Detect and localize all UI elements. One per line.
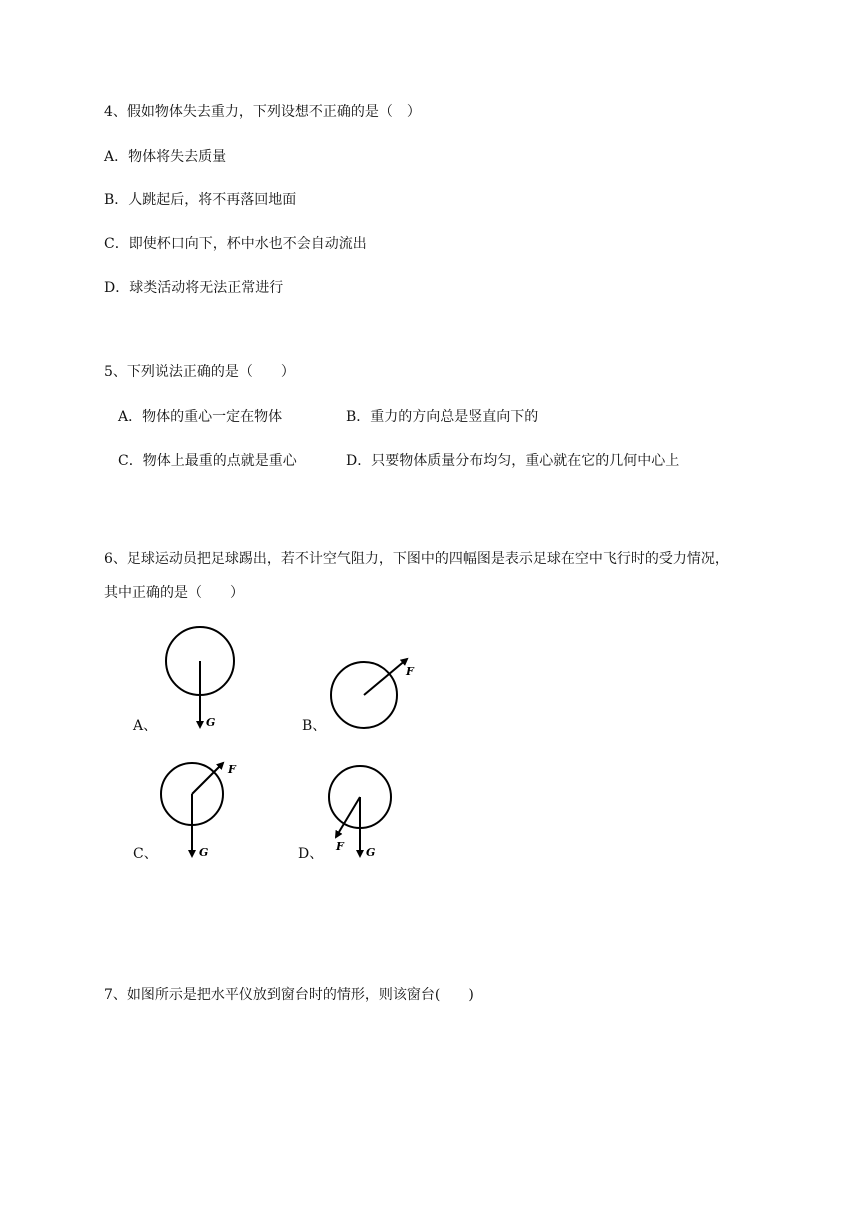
force-label-g: G bbox=[199, 846, 209, 859]
figure-c-diagram bbox=[150, 755, 260, 865]
figure-b-label: B、 bbox=[302, 718, 327, 734]
figure-c-label: C、 bbox=[133, 846, 158, 862]
question-4-option-a: A．物体将失去质量 bbox=[104, 149, 227, 165]
question-5-option-a: A．物体的重心一定在物体 bbox=[118, 409, 283, 425]
force-label-f: F bbox=[336, 840, 344, 853]
force-label-f: F bbox=[228, 763, 236, 776]
question-4-option-c: C．即使杯口向下，杯中水也不会自动流出 bbox=[104, 236, 367, 252]
question-5-option-b: B．重力的方向总是竖直向下的 bbox=[346, 409, 539, 425]
question-6-stem-line-1: 6、足球运动员把足球踢出，若不计空气阻力，下图中的四幅图是表示足球在空中飞行时的受力情况， bbox=[104, 551, 729, 567]
question-4-option-b: B．人跳起后，将不再落回地面 bbox=[104, 192, 297, 208]
question-4-option-d: D．球类活动将无法正常进行 bbox=[104, 280, 284, 296]
kick-force-arrow bbox=[336, 797, 360, 837]
figure-a-label: A、 bbox=[133, 718, 158, 734]
question-4-stem: 4、假如物体失去重力，下列设想不正确的是（ ） bbox=[104, 104, 421, 120]
figure-d-label: D、 bbox=[298, 846, 324, 862]
question-5-option-d: D．只要物体质量分布均匀，重心就在它的几何中心上 bbox=[346, 453, 680, 469]
force-label-g: G bbox=[366, 846, 376, 859]
force-label-f: F bbox=[406, 665, 414, 678]
figure-d-diagram bbox=[318, 758, 428, 863]
kick-force-arrow bbox=[364, 659, 407, 695]
force-label-g: G bbox=[206, 716, 216, 729]
figure-a-diagram bbox=[150, 620, 260, 735]
question-5-stem: 5、下列说法正确的是（ ） bbox=[104, 364, 295, 380]
figure-b-diagram bbox=[320, 650, 430, 735]
question-5-option-c: C．物体上最重的点就是重心 bbox=[118, 453, 297, 469]
question-6-stem-line-2: 其中正确的是（ ） bbox=[104, 585, 244, 601]
question-7-stem: 7、如图所示是把水平仪放到窗台时的情形，则该窗台( ) bbox=[104, 987, 474, 1003]
